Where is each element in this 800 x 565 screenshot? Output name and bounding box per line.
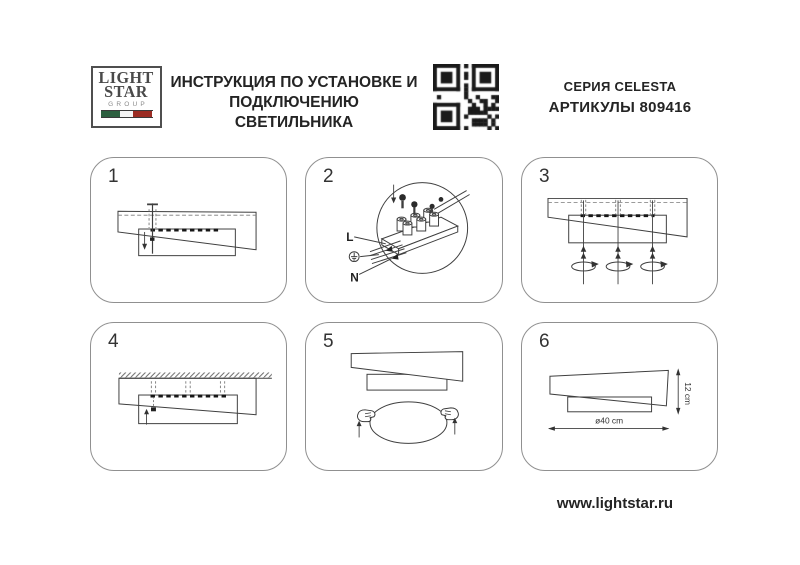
logo-word-star: STAR	[104, 82, 149, 101]
up-arrow-icon	[144, 409, 149, 425]
width-dimension	[548, 426, 669, 430]
screw-column-middle	[606, 200, 633, 284]
step-number: 1	[108, 166, 119, 187]
series-name: СЕРИЯ CELESTA	[563, 79, 677, 94]
down-arrow-icon	[142, 232, 147, 250]
article-number: АРТИКУЛЫ 809416	[548, 99, 692, 116]
up-arrow-right-icon	[452, 418, 457, 435]
qr-code	[433, 64, 499, 130]
ceiling-plate-drawing	[119, 378, 256, 415]
step6-diagram	[522, 323, 717, 470]
ceiling-hatch	[119, 372, 272, 377]
lamp-inner-drawing	[568, 397, 652, 412]
neutral-leader-line	[359, 259, 392, 275]
title-line-2: ПОДКЛЮЧЕНИЮ СВЕТИЛЬНИКА	[229, 94, 359, 131]
logo-word-light: LIGHT	[98, 68, 155, 87]
step-number: 6	[539, 331, 550, 352]
screw-column-left	[572, 200, 599, 284]
lightstar-logo	[91, 66, 162, 128]
flag-red-segment	[133, 111, 153, 117]
step-panel-1	[90, 157, 287, 303]
logo-word-group: GROUP	[108, 101, 148, 108]
earth-icon	[349, 252, 379, 262]
series-info	[522, 79, 718, 116]
lamp-body-drawing	[351, 352, 462, 382]
diffuser-drawing	[370, 402, 447, 443]
step-panel-5	[305, 322, 503, 471]
step-panel-2	[305, 157, 503, 303]
screw-guides	[151, 381, 224, 395]
website-url: www.lightstar.ru	[556, 495, 674, 512]
right-hand-icon	[441, 408, 458, 420]
flag-green-segment	[101, 111, 121, 117]
screw-column-right	[641, 200, 668, 284]
screw-drawing	[147, 203, 158, 253]
step-number: 2	[323, 166, 334, 187]
step-panel-6	[521, 322, 718, 471]
width-dimension-label: ø40 cm	[595, 415, 624, 426]
live-label: L	[346, 229, 354, 244]
title-line-1: ИНСТРУКЦИЯ ПО УСТАНОВКЕ И	[170, 74, 418, 91]
step5-diagram	[306, 323, 502, 470]
lamp-body-drawing	[139, 229, 236, 256]
italian-flag-bar	[101, 110, 153, 118]
up-arrow-left-icon	[357, 421, 362, 438]
screw-icons	[399, 194, 443, 214]
height-dimension	[676, 368, 680, 414]
neutral-label: N	[350, 270, 359, 285]
step2-diagram	[306, 158, 502, 302]
left-hand-icon	[358, 410, 375, 422]
step4-diagram	[91, 323, 286, 470]
step-number: 3	[539, 166, 550, 187]
step-number: 4	[108, 331, 119, 352]
screw-drawing	[151, 397, 156, 411]
step1-diagram	[91, 158, 286, 302]
page-title	[168, 73, 420, 133]
live-leader-line	[354, 237, 386, 244]
step-panel-4	[90, 322, 287, 471]
height-dimension-label: 12 cm	[683, 382, 694, 406]
step-panel-3	[521, 157, 718, 303]
step-number: 5	[323, 331, 334, 352]
flag-white-segment	[120, 111, 132, 117]
step3-diagram	[522, 158, 717, 302]
